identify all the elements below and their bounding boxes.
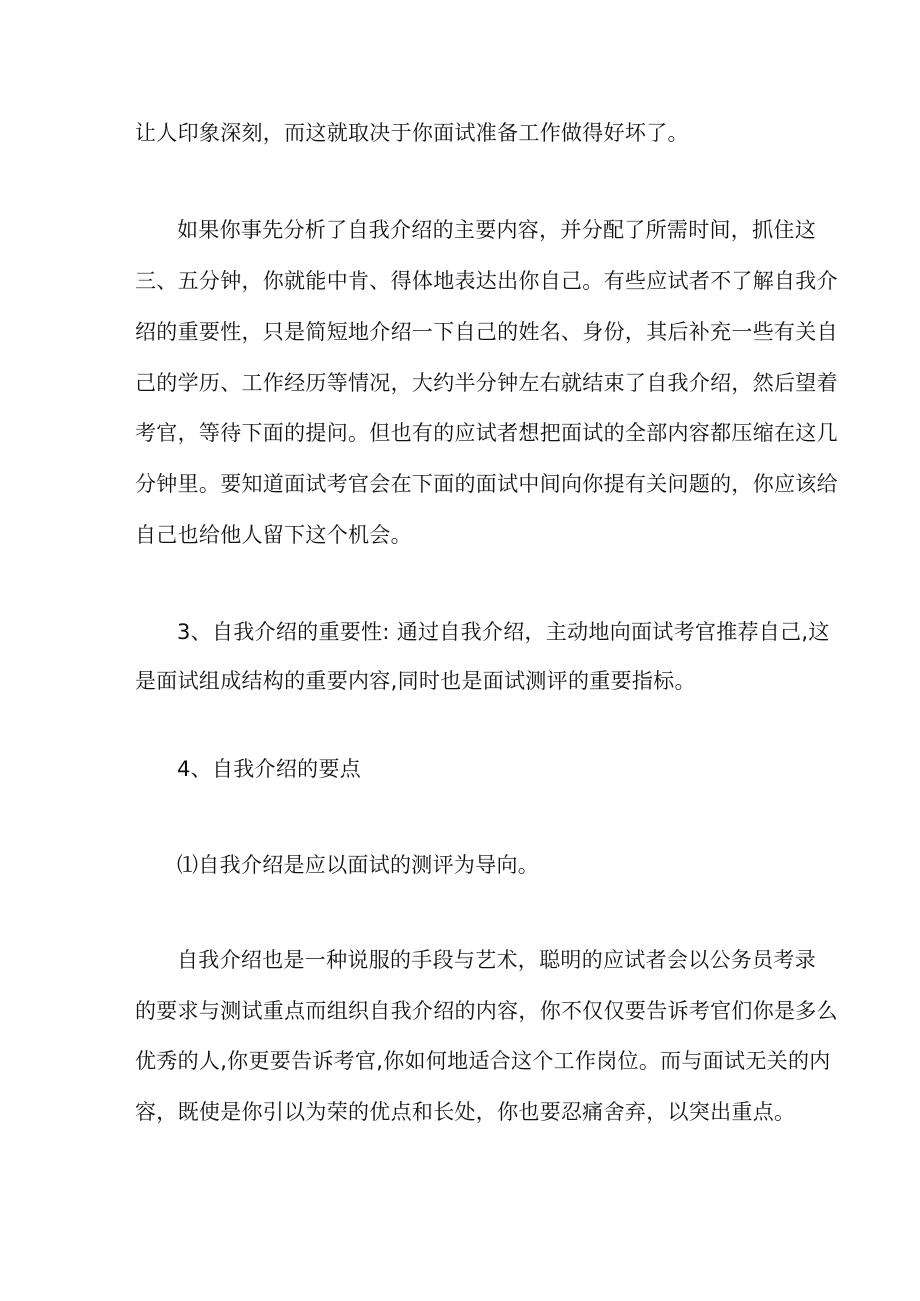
section-3-line-2: 是面试组成结构的重要内容,同时也是面试测评的重要指标。: [135, 669, 696, 693]
paragraph-2-line-3: 绍的重要性，只是简短地介绍一下自己的姓名、身份，其后补充一些有关自: [135, 320, 838, 344]
paragraph-5-line-3: 优秀的人,你更要告诉考官,你如何地适合这个工作岗位。而与面试无关的内: [135, 1049, 831, 1073]
paragraph-2-line-2: 三、五分钟，你就能中肯、得体地表达出你自己。有些应试者不了解自我介: [135, 269, 838, 293]
section-4-heading: 4、自我介绍的要点: [177, 757, 362, 781]
paragraph-2-line-1: 如果你事先分析了自我介绍的主要内容，并分配了所需时间，抓住这: [177, 218, 816, 242]
paragraph-1-line-1: 让人印象深刻，而这就取决于你面试准备工作做得好坏了。: [135, 121, 689, 145]
paragraph-2-line-7: 自己也给他人留下这个机会。: [135, 523, 412, 547]
section-3-line-1: 3、自我介绍的重要性: 通过自我介绍，主动地向面试考官推荐自己,这: [177, 620, 830, 644]
paragraph-5-line-1: 自我介绍也是一种说服的手段与艺术，聪明的应试者会以公务员考录: [177, 948, 816, 972]
paragraph-2-line-5: 考官，等待下面的提问。但也有的应试者想把面试的全部内容都压缩在这几: [135, 421, 838, 445]
subsection-1-heading: ⑴自我介绍是应以面试的测评为导向。: [177, 853, 540, 877]
paragraph-2-line-4: 己的学历、工作经历等情况，大约半分钟左右就结束了自我介绍，然后望着: [135, 371, 838, 395]
paragraph-5-line-2: 的要求与测试重点而组织自我介绍的内容，你不仅仅要告诉考官们你是多么: [135, 999, 838, 1023]
paragraph-5-line-4: 容，既使是你引以为荣的优点和长处，你也要忍痛舍弃，以突出重点。: [135, 1100, 796, 1124]
paragraph-2-line-6: 分钟里。要知道面试考官会在下面的面试中间向你提有关问题的，你应该给: [135, 472, 838, 496]
